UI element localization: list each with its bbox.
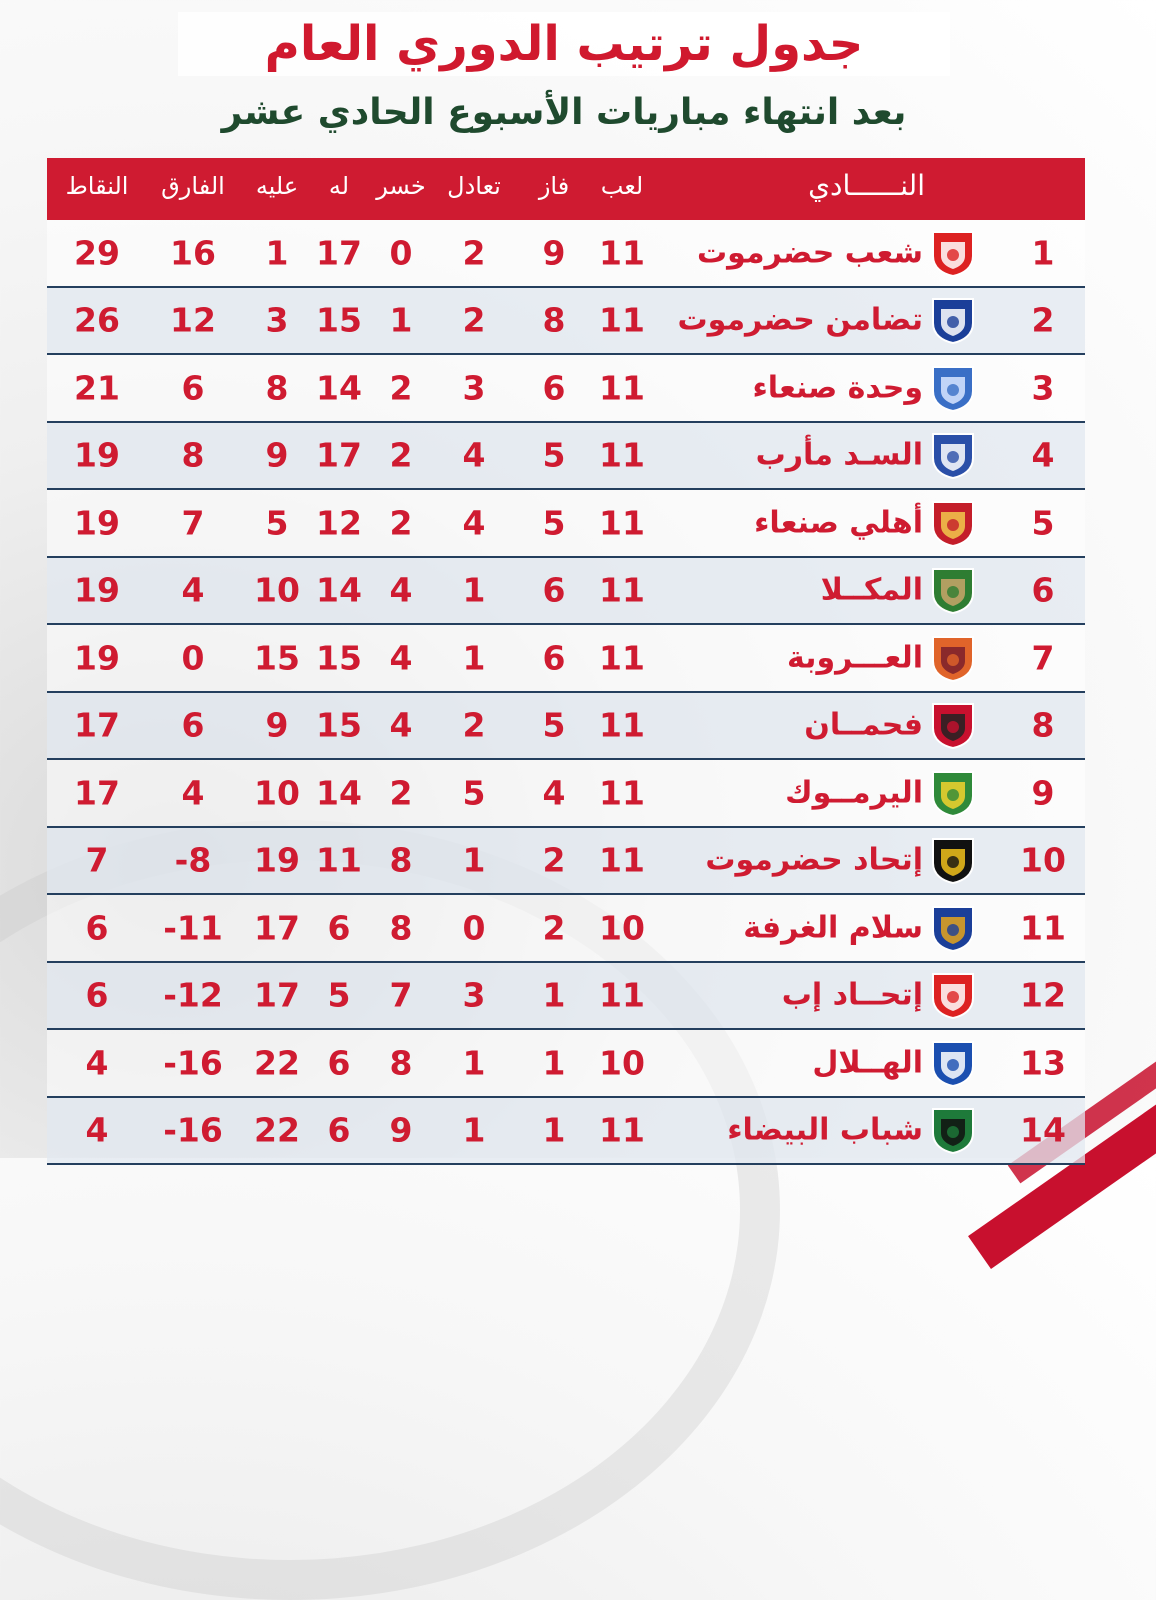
page-subtitle: بعد انتهاء مباريات الأسبوع الحادي عشر [221,91,907,133]
goals-against-cell: 8 [265,368,289,408]
played-cell: 11 [599,1110,645,1150]
won-cell: 8 [542,300,566,340]
club-name: سلام الغرفة [743,910,923,946]
drawn-cell: 3 [462,975,486,1015]
club-logo-icon [929,768,977,818]
club-logo-icon [929,430,977,480]
goals-for-cell: 11 [316,840,362,880]
played-cell: 11 [599,773,645,813]
goal-diff-cell: 4 [181,773,205,813]
table-row [47,1030,1085,1098]
drawn-cell: 1 [462,638,486,678]
won-cell: 1 [542,975,566,1015]
won-cell: 5 [542,503,566,543]
header-drawn: تعادل [447,172,501,200]
points-cell: 4 [85,1110,109,1150]
lost-cell: 7 [389,975,413,1015]
goal-diff-cell: 0 [181,638,205,678]
lost-cell: 4 [389,570,413,610]
played-cell: 10 [599,1043,645,1083]
played-cell: 11 [599,503,645,543]
won-cell: 4 [542,773,566,813]
rank-cell: 12 [1020,975,1066,1015]
points-cell: 19 [74,503,120,543]
table-row [47,220,1085,288]
lost-cell: 2 [389,503,413,543]
club-logo-icon [929,295,977,345]
points-cell: 17 [74,705,120,745]
header-played: لعب [600,172,644,200]
lost-cell: 2 [389,368,413,408]
played-cell: 11 [599,368,645,408]
drawn-cell: 1 [462,570,486,610]
goal-diff-cell: 16 [170,233,216,273]
goal-diff-cell: 8 [181,435,205,475]
points-cell: 19 [74,638,120,678]
rank-cell: 8 [1031,705,1055,745]
rank-cell: 13 [1020,1043,1066,1083]
rank-cell: 3 [1031,368,1055,408]
goal-diff-cell: 6 [181,705,205,745]
goal-diff-cell: 6 [181,368,205,408]
lost-cell: 2 [389,773,413,813]
table-header [47,158,1085,220]
played-cell: 11 [599,975,645,1015]
club-name: المكــلا [820,572,923,608]
goals-for-cell: 6 [327,1110,351,1150]
goals-for-cell: 14 [316,368,362,408]
rank-cell: 10 [1020,840,1066,880]
club-name: الهــلال [812,1045,923,1081]
rank-cell: 14 [1020,1110,1066,1150]
club-name: تضامن حضرموت [677,302,923,338]
club-name: إتحاد حضرموت [705,842,923,878]
lost-cell: 4 [389,705,413,745]
club-logo-icon [929,700,977,750]
goals-against-cell: 3 [265,300,289,340]
table-row [47,963,1085,1031]
points-cell: 17 [74,773,120,813]
played-cell: 10 [599,908,645,948]
goals-against-cell: 9 [265,705,289,745]
goal-diff-cell: -8 [174,840,212,880]
goal-diff-cell: 4 [181,570,205,610]
goals-for-cell: 17 [316,233,362,273]
header-club: النــــــادي [808,169,925,202]
won-cell: 2 [542,908,566,948]
club-name: وحدة صنعاء [752,370,923,406]
rank-cell: 11 [1020,908,1066,948]
table-row [47,355,1085,423]
won-cell: 1 [542,1110,566,1150]
won-cell: 6 [542,570,566,610]
drawn-cell: 2 [462,705,486,745]
goals-against-cell: 22 [254,1110,300,1150]
header-goals-against: عليه [255,172,299,200]
rank-cell: 7 [1031,638,1055,678]
table-row [47,423,1085,491]
played-cell: 11 [599,435,645,475]
table-row [47,625,1085,693]
goals-against-cell: 17 [254,975,300,1015]
club-logo-icon [929,970,977,1020]
drawn-cell: 5 [462,773,486,813]
won-cell: 2 [542,840,566,880]
goals-for-cell: 6 [327,1043,351,1083]
goal-diff-cell: 7 [181,503,205,543]
lost-cell: 8 [389,1043,413,1083]
won-cell: 6 [542,638,566,678]
page-title: جدول ترتيب الدوري العام [264,16,864,72]
club-name: فحمــان [804,707,923,743]
table-row [47,693,1085,761]
goals-for-cell: 15 [316,300,362,340]
lost-cell: 8 [389,840,413,880]
drawn-cell: 2 [462,300,486,340]
drawn-cell: 2 [462,233,486,273]
played-cell: 11 [599,638,645,678]
table-row [47,490,1085,558]
rank-cell: 5 [1031,503,1055,543]
table-row [47,828,1085,896]
points-cell: 19 [74,570,120,610]
won-cell: 6 [542,368,566,408]
header-lost: خسر [376,172,426,200]
table-row [47,895,1085,963]
club-name: اليرمــوك [785,775,923,811]
lost-cell: 4 [389,638,413,678]
goals-for-cell: 12 [316,503,362,543]
goal-diff-cell: -16 [163,1110,223,1150]
goals-against-cell: 15 [254,638,300,678]
club-logo-icon [929,363,977,413]
club-logo-icon [929,633,977,683]
club-name: شباب البيضاء [727,1112,923,1148]
club-logo-icon [929,1038,977,1088]
rank-cell: 2 [1031,300,1055,340]
lost-cell: 2 [389,435,413,475]
goal-diff-cell: -11 [163,908,223,948]
lost-cell: 0 [389,233,413,273]
rank-cell: 1 [1031,233,1055,273]
club-logo-icon [929,565,977,615]
club-name: العـــروبة [786,640,923,676]
drawn-cell: 1 [462,1110,486,1150]
drawn-cell: 4 [462,503,486,543]
goals-against-cell: 5 [265,503,289,543]
header-points: النقاط [65,172,129,200]
rank-cell: 6 [1031,570,1055,610]
goals-against-cell: 19 [254,840,300,880]
goal-diff-cell: -16 [163,1043,223,1083]
goal-diff-cell: -12 [163,975,223,1015]
goals-for-cell: 5 [327,975,351,1015]
points-cell: 4 [85,1043,109,1083]
title-banner [178,12,950,76]
played-cell: 11 [599,233,645,273]
club-logo-icon [929,903,977,953]
club-name: أهلي صنعاء [754,505,923,541]
goals-against-cell: 1 [265,233,289,273]
club-name: إتحــاد إب [781,977,923,1013]
goals-against-cell: 10 [254,773,300,813]
lost-cell: 8 [389,908,413,948]
header-goal-diff: الفارق [161,172,225,200]
drawn-cell: 3 [462,368,486,408]
table-row [47,1098,1085,1166]
goals-against-cell: 10 [254,570,300,610]
club-logo-icon [929,228,977,278]
points-cell: 19 [74,435,120,475]
goals-for-cell: 15 [316,638,362,678]
points-cell: 7 [85,840,109,880]
table-body [47,220,1085,1165]
goals-against-cell: 22 [254,1043,300,1083]
drawn-cell: 1 [462,1043,486,1083]
header-goals-for: له [328,172,350,200]
played-cell: 11 [599,840,645,880]
table-row [47,288,1085,356]
goals-for-cell: 15 [316,705,362,745]
goals-for-cell: 17 [316,435,362,475]
club-name: شعب حضرموت [696,235,923,271]
goals-for-cell: 6 [327,908,351,948]
header-won: فاز [538,172,570,200]
lost-cell: 1 [389,300,413,340]
won-cell: 9 [542,233,566,273]
played-cell: 11 [599,300,645,340]
points-cell: 26 [74,300,120,340]
points-cell: 29 [74,233,120,273]
won-cell: 1 [542,1043,566,1083]
won-cell: 5 [542,435,566,475]
rank-cell: 4 [1031,435,1055,475]
goals-against-cell: 9 [265,435,289,475]
goals-for-cell: 14 [316,570,362,610]
played-cell: 11 [599,570,645,610]
points-cell: 6 [85,908,109,948]
points-cell: 6 [85,975,109,1015]
points-cell: 21 [74,368,120,408]
club-logo-icon [929,1105,977,1155]
table-row [47,558,1085,626]
rank-cell: 9 [1031,773,1055,813]
club-logo-icon [929,498,977,548]
won-cell: 5 [542,705,566,745]
drawn-cell: 1 [462,840,486,880]
standings-table [47,158,1085,1165]
lost-cell: 9 [389,1110,413,1150]
table-row [47,760,1085,828]
club-name: السـد مأرب [755,437,923,473]
goals-against-cell: 17 [254,908,300,948]
club-logo-icon [929,835,977,885]
goal-diff-cell: 12 [170,300,216,340]
drawn-cell: 4 [462,435,486,475]
goals-for-cell: 14 [316,773,362,813]
played-cell: 11 [599,705,645,745]
drawn-cell: 0 [462,908,486,948]
